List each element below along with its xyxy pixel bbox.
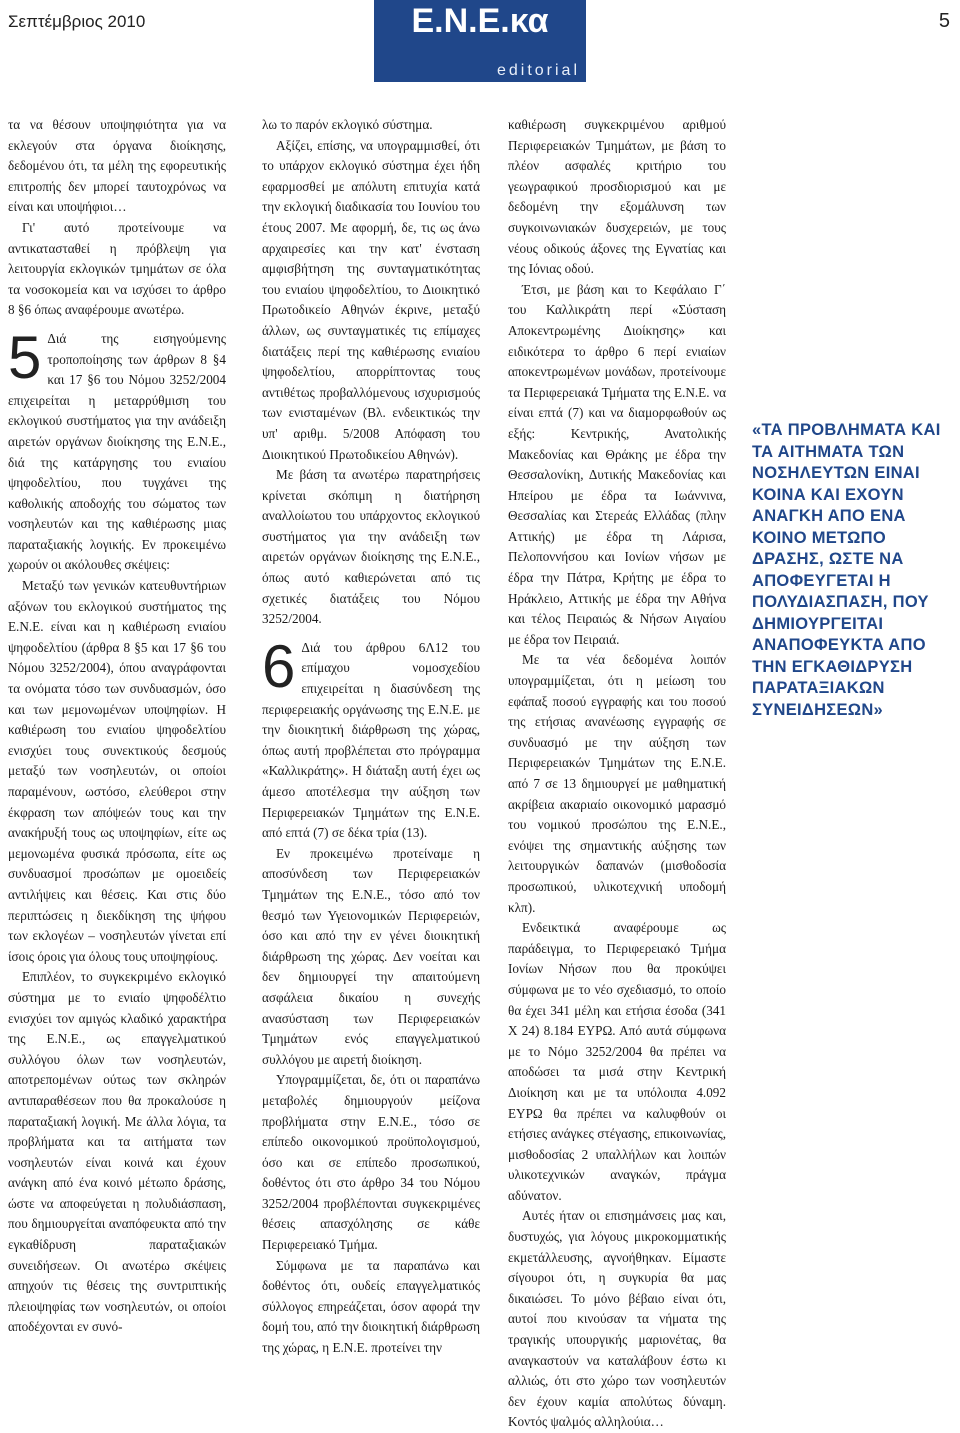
col2-paragraph: Εν προκειμένω προτείναμε η αποσύνδεση των Περιφερειακών Τμημάτων της Ε.Ν.Ε., τόσο από τον θεσμό των Υγειονομικών Περιφερειών, όσο και από την εν γένει διοικητική διάρθρωση της χώρας. Δεν νοείται και δεν δημιουργεί την απαιτούμενη ασφάλεια δικαίου η συνεχής ανασύσταση των Περιφερειακών Τμημάτων ενός επαγγελματικού συλλόγου με αιρετή διοίκηση. — [262, 845, 480, 1067]
col3-paragraph: Ενδεικτικά αναφέρουμε ως παράδειγμα, το Περιφερειακό Τμήμα Ιονίων Νήσων που θα προκύψει σύμφωνα με το νέο σχεδιασμό, το οποίο θα έχει 341 μέλη και ετήσια έσοδα (341 Χ 24) 8.184 ΕΥΡΩ. Από αυτά σύμφωνα με το Νόμο 3252/2004 θα πρέπει να αποδώσει τα μισά στην Κεντρική Διοίκηση και με τα υπόλοιπα 4.092 ΕΥΡΩ θα πρέπει να καλυφθούν οι ετήσιες ανάγκες στέγασης, επικοινωνίας, μισθοδοσίας 2 υπαλλήλων και λοιπών υλικοτεχνικών αναγκών, πράγμα αδύνατον. — [508, 920, 726, 1203]
col3-paragraph: Έτσι, με βάση και το Κεφάλαιο Γ΄ του Καλλικράτη περί «Σύσταση Αποκεντρωμένης Διοίκησης» και ειδικότερα το άρθρο 6 περί ενιαίων αποκεντρωμένων μονάδων, προτείνουμε τα Περιφερειακά Τμήματα της Ε.Ν.Ε. να είναι επτά (7) και να διαμορφωθούν ως εξής: Κεντρικής, Ανατολικής Μακεδονίας και Θράκης με έδρα την Θεσσαλονίκη, Δυτικής Μακεδονίας και Ηπείρου με έδρα τα Ιωάννινα, Θεσσαλίας και Στερεάς Ελλάδας (πλην Αττικής) με έδρα τη Λάρισα, Πελοποννήσου και Ιονίων νήσων με έδρα την Πάτρα, Κρήτης με έδρα το Ηράκλειο, Αττικής με έδρα την Αθήνα και τέλος Πειραιώς & Νήσων Αιγαίου με έδρα τον Πειραιά. — [508, 281, 726, 647]
pull-quote: «ΤΑ ΠΡΟΒΛΗΜΑΤΑ ΚΑΙ ΤΑ ΑΙΤΗΜΑΤΑ ΤΩΝ ΝΟΣΗΛΕΥΤΩΝ ΕΙΝΑΙ ΚΟΙΝΑ ΚΑΙ ΕΧΟΥΝ ΑΝΑΓΚΗ ΑΠΟ ΕΝΑ ΚΟΙΝΟ ΜΕΤΩΠΟ ΔΡΑΣΗΣ, ΩΣΤΕ ΝΑ ΑΠΟΦΕΥΓΕΤΑΙ Η ΠΟΛΥΔΙΑΣΠΑΣΗ, ΠΟΥ ΔΗΜΙΟΥΡΓΕΙΤΑΙ ΑΝΑΠΟΦΕΥΚΤΑ ΑΠΟ ΤΗΝ ΕΓΚΑΘΙΔΡΥΣΗ ΠΑΡΑΤΑΞΙΑΚΩΝ ΣΥΝΕΙΔΗΣΕΩΝ» — [752, 421, 941, 719]
col2-paragraph: λω το παρόν εκλογικό σύστημα. — [262, 117, 433, 132]
col2-paragraph-text: Διά του άρθρου 6Λ12 του επίμαχου νομοσχεδίου επιχειρείται η διασύνδεση της περιφερειακής οργάνωσης της Ε.Ν.Ε. με την διοικητική διάρθρωση της χώρας, όπως αυτή προβλέπεται στο πρόγραμμα «Καλλικράτης». Η διάταξη αυτή έχει ως άμεσο αποτέλεσμα την αύξηση των Περιφερειακών Τμημάτων της Ε.Ν.Ε. από επτά (7) σε δέκα τρία (13). — [262, 639, 480, 841]
dropcap: 5 — [8, 323, 42, 391]
col3-paragraph: καθιέρωση συγκεκριμένου αριθμού Περιφερειακών Τμημάτων, με βάση το πλέον ασφαλές κριτήριο του γεωγραφικού προσδιορισμού και με δεδομένη την εξομάλυνση των συγκοινωνιακών δυσχερειών, με τους νέους οδικούς άξονες της Εγνατίας και της Ιόνιας οδού. — [508, 117, 726, 277]
page-number: 5 — [938, 10, 950, 32]
column-1 — [8, 115, 226, 1338]
header-date: Σεπτέμβριος 2010 — [8, 12, 146, 31]
logo-name: Ε.Ν.Ε.κα — [411, 2, 549, 40]
col2-paragraph: Με βάση τα ανωτέρω παρατηρήσεις κρίνεται σκόπιμη η διατήρηση αναλλοίωτου του υπάρχοντος εκλογικού συστήματος για την ανάδειξη των αιρετών οργάνων διοίκησης της Ε.Ν.Ε., όπως αυτό καθιερώνεται από τις σχετικές διατάξεις του Νόμου 3252/2004. — [262, 467, 480, 627]
dropcap: 6 — [262, 632, 296, 700]
col1-paragraph: Επιπλέον, το συγκεκριμένο εκλογικό σύστημα με το ενιαίο ψηφοδέλτιο ενισχύει τον αμιγώς κλαδικό χαρακτήρα της Ε.Ν.Ε., ως επαγγελματικού συλλόγου όλων των νοσηλευτών, αποτρεπομένων ούτως των σκληρών αντιπαραθέσεων που θα προκαλούσε η παραταξιακή λογική. Με άλλα λόγια, τα προβλήματα και τα αιτήματα των νοσηλευτών είναι κοινά και έχουν ανάγκη από ένα κοινό μέτωπο δράσης, ώστε να αποφεύγεται η πολυδιάσπαση, που δημιουργείται αναπόφευκτα από την εγκαθίδρυση παραταξιακών συνειδήσεων. Οι ανωτέρω σκέψεις απηχούν τις θέσεις της συντριπτικής πλειοψηφίας των νοσηλευτών, οι οποίοι αποδέχονται εν συνό- — [8, 969, 226, 1335]
col1-paragraph: Μεταξύ των γενικών κατευθυντήριων αξόνων του εκλογικού συστήματος της Ε.Ν.Ε. είναι και η καθιέρωση ενιαίου ψηφοδελτίου (άρθρα 8 §5 και 17 §6 του Νόμου 3252/2004), όπου αναγράφονται τα ονόματα τόσο των συνδυασμών, όσο και των μεμονωμένων υποψηφίων. Η καθιέρωση του ενιαίου ψηφοδελτίου ενισχύει τους συνεκτικούς δεσμούς μεταξύ των νοσηλευτών, οι οποίοι παραμένουν, ωστόσο, ελεύθεροι στην έκφραση των απόψεών τους και την ανακήρυξή τους ως υποψηφίων, είτε ως μεμονωμένα φυσικά πρόσωπα, είτε ως συνδυασμοί προσώπων με ομοειδείς αντιλήψεις και θέσεις. Και στις δύο περιπτώσεις η διεκδίκηση της ψήφου των εκλογέων – νοσηλευτών γίνεται επί ίσοις όροις για όλους τους υποψηφίους. — [8, 578, 226, 964]
logo — [374, 0, 586, 82]
column-3 — [508, 115, 726, 1433]
col2-paragraph: Αξίζει, επίσης, να υπογραμμισθεί, ότι το υπάρχον εκλογικό σύστημα έχει ήδη εφαρμοσθεί με απόλυτη επιτυχία κατά την εκλογική διαδικασία του Ιουνίου του έτους 2007. Με αφορμή, δε, τις ως άνω αρχαιρεσίες και την κατ' ένσταση αμφισβήτηση της συνταγματικότητας του ενιαίου ψηφοδελτίου, το Διοικητικό Πρωτοδικείο Αθηνών έκρινε, μεταξύ άλλων, ως συνταγματικές τις επίμαχες διατάξεις περί της καθιέρωσης ενιαίου ψηφοδελτίου, απορρίπτοντας τους αντιθέτως προβαλλόμενους ισχυρισμούς των ενισταμένων (Βλ. ενδεικτικώς την υπ' αριθμ. 5/2008 Απόφαση του Διοικητικού Πρωτοδικείου Αθηνών). — [262, 137, 480, 462]
col1-paragraph — [8, 323, 226, 576]
col3-paragraph: Με τα νέα δεδομένα λοιπόν υπογραμμίζεται, ότι η μείωση του εφάπαξ ποσού εγγραφής και του ποσού της ετήσιας ανανέωσης εγγραφής σε συνδυασμό με την αύξηση των Περιφερειακών Τμημάτων της Ε.Ν.Ε. από 7 σε 13 δημιουργεί με μαθηματική ακρίβεια ακαριαίο οικονομικό μαρασμό του νομικού προσώπου της Ε.Ν.Ε., ενόψει της σημαντικής αύξησης των λειτουργικών δαπανών (μισθοδοσία προσωπικού, υλικοτεχνική υποδομή κλπ). — [508, 652, 726, 915]
col3-paragraph: Αυτές ήταν οι επισημάνσεις μας και, δυστυχώς, για λόγους μικροκομματικής εκμετάλλευσης, αγνοήθηκαν. Είμαστε σίγουροι ότι, η συγκυρία θα μας δικαιώσει. Το μόνο βέβαιο είναι ότι, αυτοί που κινούσαν τα νήματα της τραγικής υπουργικής μαριονέτας, θα αναγκαστούν να καταλάβουν έστω κι αλλιώς, ότι στο χώρο των νοσηλευτών δεν έχουν καμία απολύτως δύναμη. Κοντός ψαλμός αλληλούια… — [508, 1208, 726, 1430]
col1-paragraph: Γι' αυτό προτείνουμε να αντικατασταθεί η πρόβλεψη για λειτουργία εκλογικών τμημάτων σε όλα τα νοσοκομεία και να ισχύσει το άρθρο 8 §6 όπως αναφέρουμε ανωτέρω. — [8, 219, 226, 318]
logo-subtitle: editorial — [496, 62, 580, 79]
col2-paragraph: Υπογραμμίζεται, δε, ότι οι παραπάνω μεταβολές δημιουργούν μείζονα προβλήματα στην Ε.Ν.Ε., τόσο σε επίπεδο οικονομικού προϋπολογισμού, όσο και σε επίπεδο προσωπικού, δοθέντος ότι στο άρθρο 34 του Νόμου 3252/2004 προβλέπονται συγκεκριμένες θέσεις απασχόλησης σε κάθε Περιφερειακό Τμήμα. — [262, 1072, 480, 1253]
col1-paragraph: τα να θέσουν υποψηφιότητα για να εκλεγούν στα όργανα διοίκησης, δεδομένου ότι, τα μέλη της εφορευτικής επιτροπής δεν μπορεί ταυτοχρόνως να είναι και υποψήφιοι… — [8, 117, 226, 215]
col1-paragraph-text: Διά της εισηγούμενης τροποποίησης των άρθρων 8 §4 και 17 §6 του Νόμου 3252/2004 επιχειρείται η μεταρρύθμιση του εκλογικού συστήματος για την ανάδειξη αιρετών οργάνων διοίκησης της Ε.Ν.Ε., διά της κατάργησης του ενιαίου ψηφοδελτίου, που τυγχάνει της καθολικής αποδοχής του σώματος των νοσηλευτών και της καθιέρωσης μιας παραταξιακής λογικής. Εν προκειμένω χωρούν οι ακόλουθες σκέψεις: — [8, 330, 226, 573]
col2-paragraph — [262, 632, 480, 844]
col2-paragraph: Σύμφωνα με τα παραπάνω και δοθέντος ότι, ουδείς επαγγελματικός σύλλογος επηρεάζεται, όσον αφορά την δομή του, από την διοικητική διάρθρωση της χώρας, η Ε.Ν.Ε. προτείνει την — [262, 1257, 480, 1356]
column-2 — [262, 115, 480, 1359]
